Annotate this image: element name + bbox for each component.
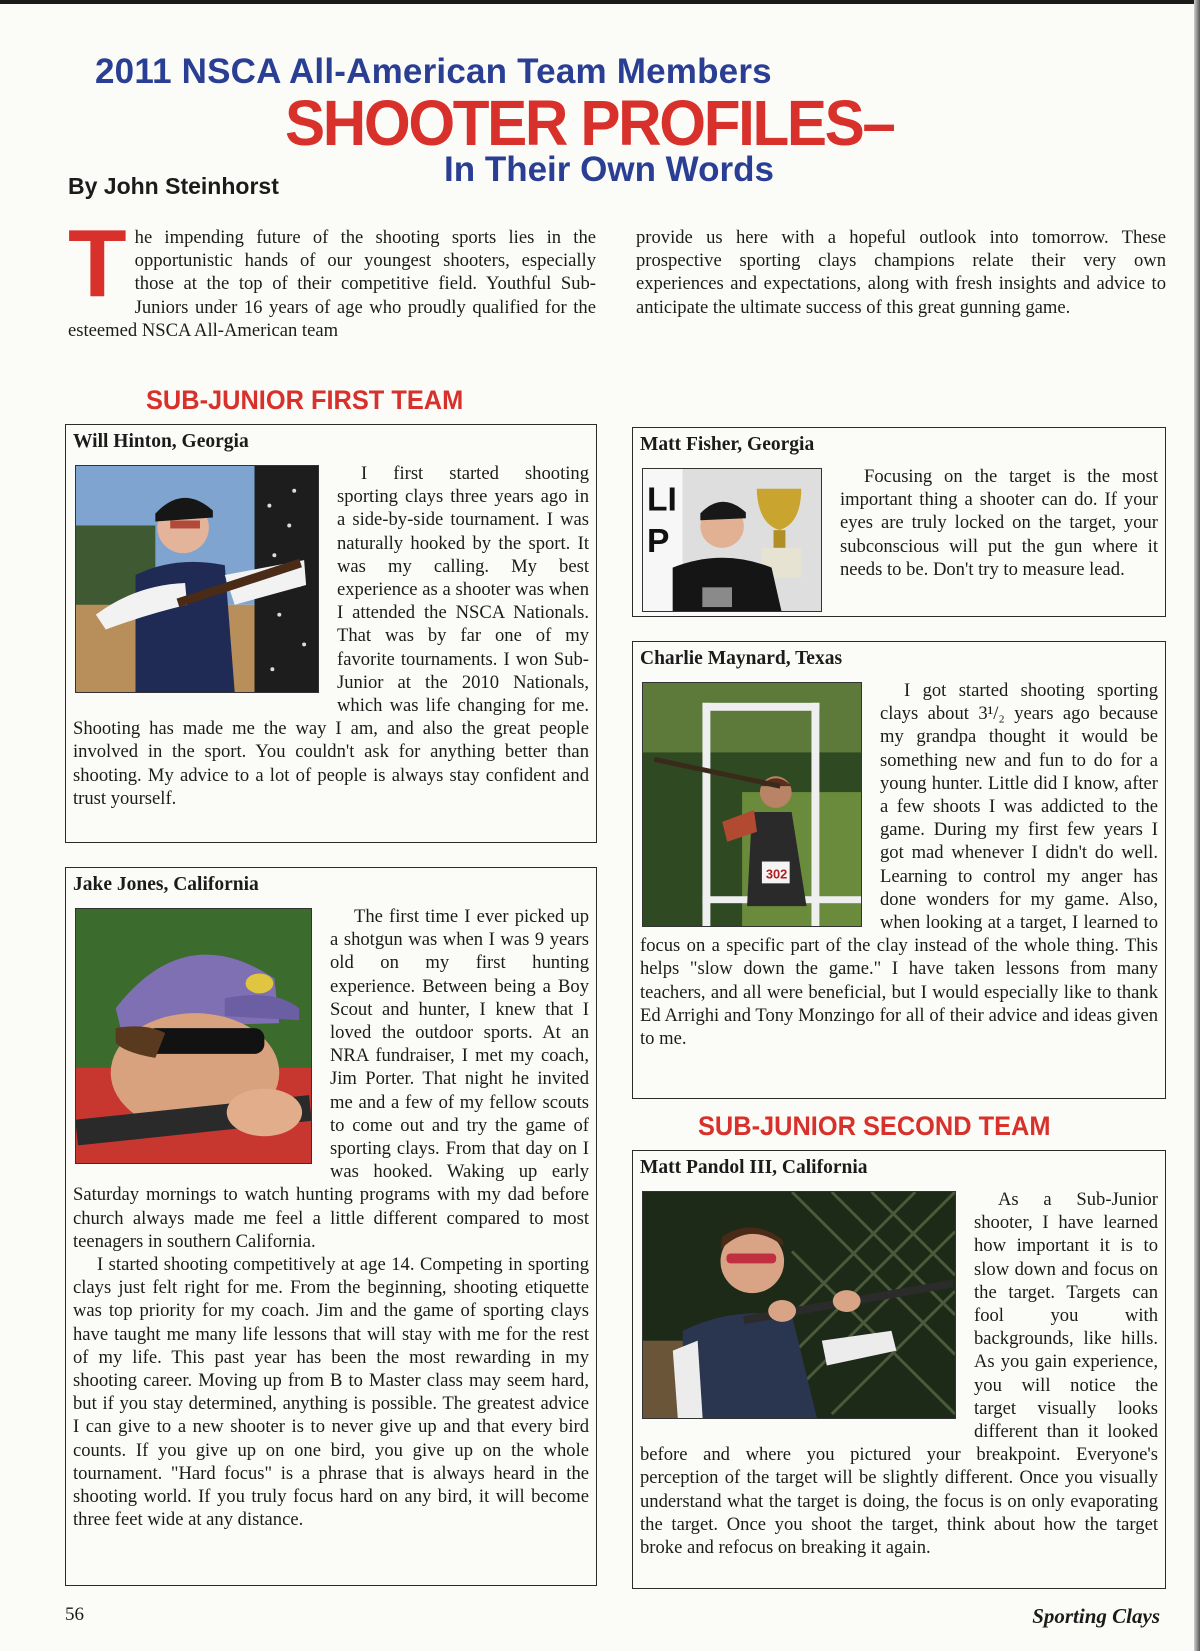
photo-matt-pandol — [642, 1191, 956, 1419]
page-top-edge — [0, 0, 1200, 4]
photo-shooter-image — [76, 466, 318, 692]
photo-will-hinton — [75, 465, 319, 693]
svg-text:LI: LI — [646, 481, 677, 519]
article-kicker: 2011 NSCA All-American Team Members — [95, 52, 772, 91]
profile-jake-jones — [65, 867, 597, 1586]
page-number: 56 — [65, 1604, 84, 1625]
intro-column-left — [68, 210, 596, 342]
profile-name: Will Hinton, Georgia — [73, 431, 249, 452]
photo-shooter-image — [76, 909, 311, 1163]
article-byline: By John Steinhorst — [68, 173, 279, 199]
profile-paragraph: The first time I ever picked up a shotgun was when I was 9 years old on my first hunting experience. Between being a Boy Scout and hunter, I knew that I loved the outdoor sports. At an NRA fundraiser, I met my coach, Jim Porter. That night he invited me and a few of my fellow scouts to come out and try the game of sporting clays. From that day on I was hooked. Waking up early Saturday mornings to watch hunting programs with my dad before church always made me feel a little different compared to most teenagers in southern California. — [73, 906, 589, 1252]
profile-paragraph: As a Sub-Junior shooter, I have learned how important it is to slow down and focus on the target. Targets can fool you with backgrounds, like hills. As you gain experience, you will notice the target visually looks different than it looked before and where you pictured your breakpoint. Everyone's perception of the target will be slightly different. Once you visually understand what the target is doing, the focus is on only evaporating the target. Once you shoot the target, think about how the target broke and refocus on breaking it again. — [640, 1189, 1158, 1559]
photo-shooter-image — [643, 683, 861, 926]
drop-cap: T — [68, 210, 127, 317]
intro-column-right: provide us here with a hopeful outlook into tomorrow. These prospective sporting clays champions relate their very own experiences and expectations, along with fresh insights and advice to anticipate the ultimate success of this great gunning game. — [636, 227, 1166, 318]
page-binding-shadow — [1194, 0, 1200, 1651]
profile-name: Matt Pandol III, California — [640, 1157, 868, 1178]
svg-text:P: P — [646, 522, 670, 560]
profile-name: Matt Fisher, Georgia — [640, 434, 815, 455]
magazine-name: Sporting Clays — [1032, 1604, 1160, 1628]
article-subhead: In Their Own Words — [444, 150, 774, 189]
profile-paragraph: Focusing on the target is the most important thing a shooter can do. If your eyes are truly locked on the target, your subconscious will put the gun where it needs to be. Don't try to measure lead. — [840, 466, 1158, 580]
photo-charlie-maynard — [642, 682, 862, 927]
profile-paragraph: I started shooting competitively at age 14. Competing in sporting clays just felt right for me. From the beginning, shooting etiquette was top priority for my coach. Jim and the game of sporting clays have taught me many life lessons that will stay with me for the rest of my life. This past year has been the most rewarding in my shooting career. Moving up from B to Master class may seem hard, but if you stay determined, anything is possible. The greatest advice I can give to a new shooter is to never give up and that every bird counts. If you give up on one bird, you give up on the whole tournament. "Hard focus" is a phrase that is always heard in the shooting world. If you truly focus hard on any bird, it will become three feet wide at any distance. — [73, 1254, 589, 1531]
bib-number: 302 — [765, 866, 788, 882]
profile-paragraph: I first started shooting sporting clays three years ago in a side-by-side tournament. I was naturally hooked by the sport. It was my calling. My best experience as a shooter was when I attended the NSCA Nationals. That was by far one of my favorite tournaments. I won Sub-Junior at the 2010 Nationals, which was life changing for me. Shooting has made me the way I am, and also the great people involved in the sport. You couldn't ask for anything better than shooting. My advice to a lot of people is always stay confident and trust yourself. — [73, 463, 589, 809]
photo-shooter-image — [643, 469, 821, 611]
profile-name: Jake Jones, California — [73, 874, 259, 895]
photo-shooter-image — [643, 1192, 955, 1418]
intro-text-left: he impending future of the shooting sports lies in the opportunistic hands of our youngest shooters, especially those at the top of their competitive field. Youthful Sub-Juniors under 16 years of age who proudly qualified for the esteemed NSCA All-American team — [68, 227, 596, 341]
profile-paragraph: I got started shooting sporting clays about 3¹/₂ years ago because my grandpa thought it would be something new and fun to do for a young hunter. Little did I know, after a few shoots I was addicted to the game. During my first few years I got mad whenever I didn't do well. Learning to control my anger has done wonders for my game. Also, when looking at a target, I learned to focus on a specific part of the clay instead of the whole thing. This helps "slow down the game." I have taken lessons from many teachers, and all were beneficial, but I would especially like to thank Ed Arrighi and Tony Monzingo for all of their advice and ideas given to me. — [640, 680, 1158, 1050]
profile-matt-pandol — [632, 1150, 1166, 1589]
profile-will-hinton — [65, 424, 597, 843]
section-title-second-team: SUB-JUNIOR SECOND TEAM — [698, 1111, 1051, 1141]
profile-matt-fisher — [632, 427, 1166, 617]
profile-charlie-maynard — [632, 641, 1166, 1099]
section-title-first-team: SUB-JUNIOR FIRST TEAM — [146, 385, 464, 415]
profile-name: Charlie Maynard, Texas — [640, 648, 843, 669]
photo-jake-jones — [75, 908, 312, 1164]
article-headline: SHOOTER PROFILES– — [285, 87, 894, 159]
photo-matt-fisher — [642, 468, 822, 612]
